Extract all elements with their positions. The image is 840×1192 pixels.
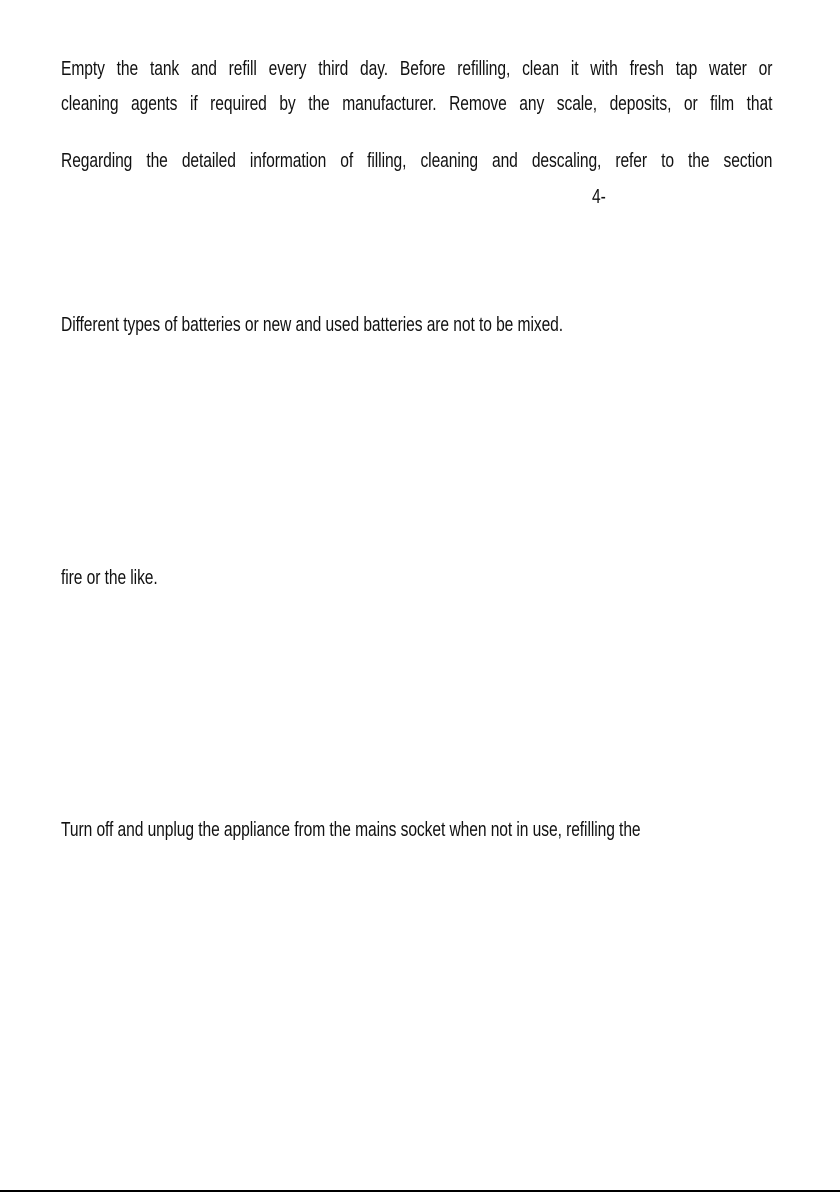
text-line-regarding-details: Regarding the detailed information of filling, cleaning and descaling, refer to the section <box>61 150 773 172</box>
text-line-cleaning-agents: cleaning agents if required by the manufacturer. Remove any scale, deposits, or film that <box>61 93 773 115</box>
section-reference: 4- <box>592 186 606 208</box>
text-line-fire: fire or the like. <box>61 567 158 589</box>
text-line-batteries: Different types of batteries or new and used batteries are not to be mixed. <box>61 314 564 336</box>
text-line-turn-off: Turn off and unplug the appliance from the mains socket when not in use, refilling the <box>61 819 641 841</box>
text-line-empty-tank: Empty the tank and refill every third day. Before refilling, clean it with fresh tap water or <box>61 58 773 80</box>
